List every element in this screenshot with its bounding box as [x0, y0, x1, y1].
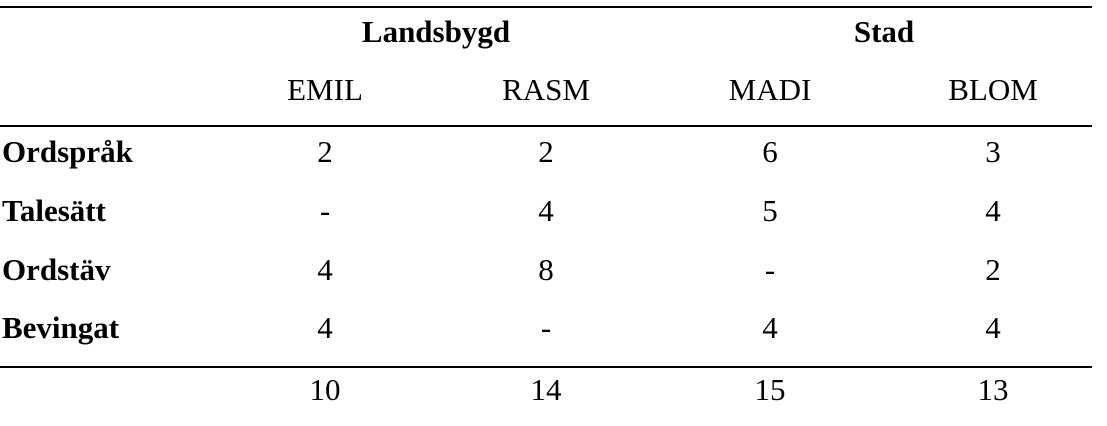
table-cell: -: [540, 310, 552, 345]
total-cell-blom: 13: [977, 372, 1009, 407]
column-header-madi: MADI: [728, 72, 812, 107]
row-label-ordstav: Ordstäv: [2, 252, 111, 287]
top-rule: [0, 6, 1092, 8]
table-cell: 4: [762, 310, 778, 345]
total-cell-emil: 10: [309, 372, 341, 407]
column-header-emil: EMIL: [287, 72, 363, 107]
table-cell: 4: [317, 310, 333, 345]
table-cell: 4: [317, 252, 333, 287]
table-cell: -: [764, 252, 776, 287]
table-cell: 5: [762, 193, 778, 228]
column-header-rasm: RASM: [502, 72, 590, 107]
total-cell-madi: 15: [754, 372, 786, 407]
table-cell: 4: [985, 193, 1001, 228]
group-header-stad: Stad: [853, 14, 915, 49]
table-cell: 2: [538, 134, 554, 169]
table-cell: 8: [538, 252, 554, 287]
group-header-landsbygd: Landsbygd: [361, 14, 511, 49]
table-cell: 4: [985, 310, 1001, 345]
table-cell: 3: [985, 134, 1001, 169]
table-cell: 2: [317, 134, 333, 169]
table-cell: 2: [985, 252, 1001, 287]
row-label-talesatt: Talesätt: [2, 193, 106, 228]
row-label-ordsprak: Ordspråk: [2, 134, 133, 169]
total-cell-rasm: 14: [530, 372, 562, 407]
table-cell: 4: [538, 193, 554, 228]
totals-rule: [0, 366, 1092, 368]
column-header-blom: BLOM: [948, 72, 1038, 107]
row-label-bevingat: Bevingat: [2, 310, 120, 345]
header-rule: [0, 125, 1092, 127]
table-cell: -: [319, 193, 331, 228]
table-cell: 6: [762, 134, 778, 169]
